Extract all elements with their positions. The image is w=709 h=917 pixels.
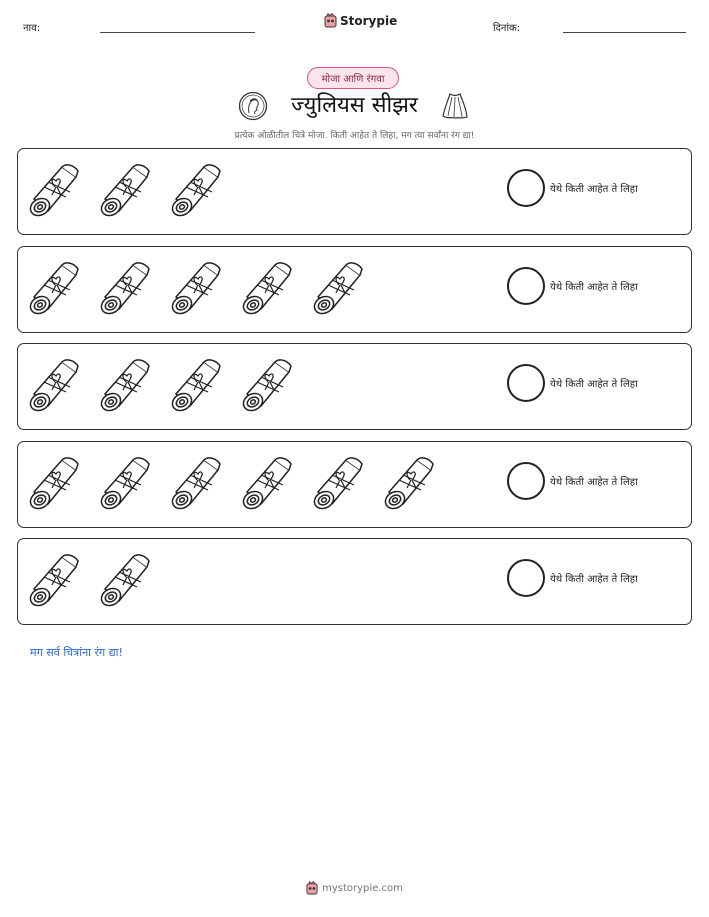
- scroll-icon: [28, 259, 82, 319]
- scroll-icon: [170, 454, 224, 514]
- scroll-icon: [28, 454, 82, 514]
- answer-circle[interactable]: [507, 169, 545, 207]
- answer-circle[interactable]: [507, 364, 545, 402]
- answer-circle[interactable]: [507, 267, 545, 305]
- page-title: ज्युलियस सीझर: [291, 93, 418, 118]
- scroll-icon: [99, 356, 153, 416]
- answer-prompt: येथे किती आहेत ते लिहा: [550, 281, 638, 293]
- scroll-icon: [170, 161, 224, 221]
- scroll-icon: [312, 454, 366, 514]
- answer-circle[interactable]: [507, 559, 545, 597]
- answer-prompt: येथे किती आहेत ते लिहा: [550, 574, 638, 585]
- site-url: mystorypie.com: [322, 882, 403, 894]
- scroll-icon: [99, 161, 153, 221]
- date-line[interactable]: [563, 32, 686, 33]
- answer-prompt: येथे किती आहेत ते लिहा: [550, 476, 638, 488]
- count-row: [17, 148, 692, 235]
- answer-circle[interactable]: [507, 462, 545, 500]
- count-row: [17, 246, 692, 333]
- instructions: प्रत्येक ओळीतील चित्रे मोजा. किती आहेत ते लिहा, मग त्या सर्वांना रंग द्या!: [234, 131, 475, 141]
- storypie-logo-icon: [306, 881, 318, 895]
- brand: [324, 13, 397, 28]
- scroll-icon: [99, 454, 153, 514]
- scroll-icon: [241, 259, 295, 319]
- scroll-icon: [241, 356, 295, 416]
- answer-prompt: येथे किती आहेत ते लिहा: [550, 184, 638, 195]
- scroll-icon: [383, 454, 437, 514]
- scroll-icon: [170, 259, 224, 319]
- scroll-icon: [99, 259, 153, 319]
- footer-note: मग सर्व चित्रांना रंग द्या!: [30, 646, 123, 659]
- scroll-icon: [28, 551, 82, 611]
- count-row: [17, 441, 692, 528]
- scroll-icon: [170, 356, 224, 416]
- answer-prompt: येथे किती आहेत ते लिहा: [550, 379, 638, 390]
- scroll-icon: [99, 551, 153, 611]
- name-line[interactable]: [100, 32, 255, 33]
- storypie-logo-icon: [324, 13, 337, 28]
- activity-badge: मोजा आणि रंगवा: [307, 67, 399, 89]
- count-row: [17, 343, 692, 430]
- date-label: दिनांक:: [493, 23, 521, 34]
- scroll-icon: [28, 356, 82, 416]
- scroll-icon: [312, 259, 366, 319]
- site-footer: [0, 881, 709, 895]
- scroll-icon: [241, 454, 295, 514]
- count-row: [17, 538, 692, 625]
- brand-name: Storypie: [340, 13, 398, 28]
- name-label: नाव:: [23, 23, 41, 34]
- scroll-icon: [28, 161, 82, 221]
- cloak-icon: [440, 91, 470, 121]
